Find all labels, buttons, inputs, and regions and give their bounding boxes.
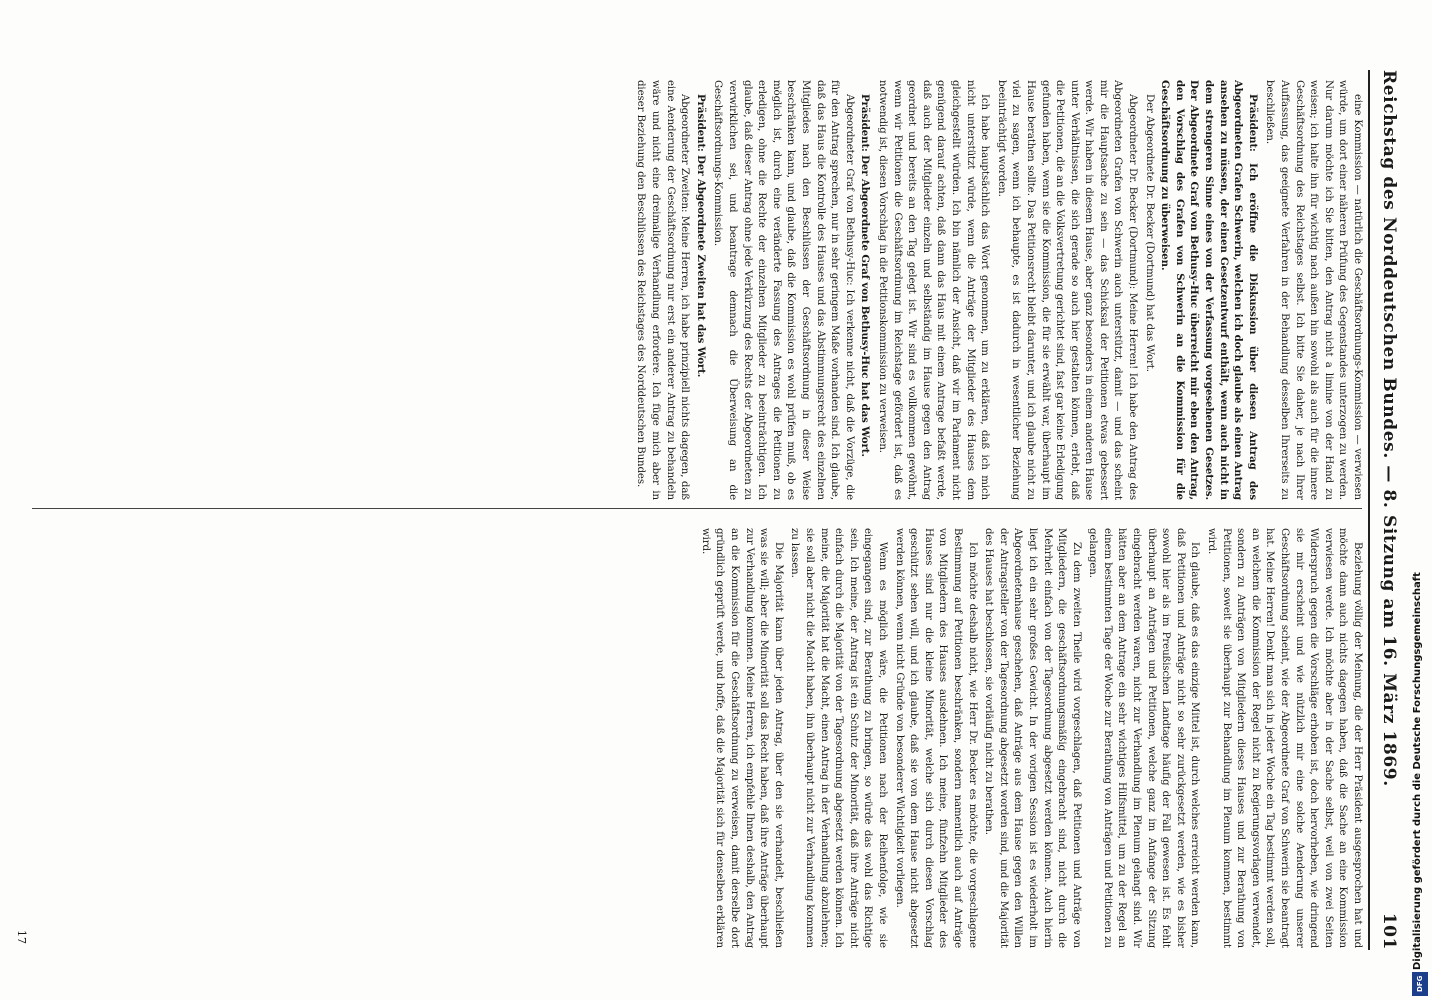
paragraph: Ich möchte deshalb nicht, wie Herr Dr. Becker es möchte, die vorgeschlagene Bestimmung auf Petitionen beschränken, sondern namentlich auch auf Anträge von Mitgliedern des Hauses ausdehnen. Ich meine, fünfzehn Mitglieder des Hauses sind nur die kleine Minorität, welche sich durch diesen Vorschlag geschützt sehen will, und ich glaube, daß sie von dem Hause nicht abgesetzt werden können, wenn nicht Gründe von besonderer Wichtigkeit vorliegen.	[893, 528, 978, 948]
paragraph: Abgeordneter Graf von Bethusy-Huc: Ich verkenne nicht, daß die Vorzüge, die für den Antrag sprechen, nur in sehr geringem Maße vorhanden sind. Ich glaube, daß das Haus die Kontrolle des Hauses und das Abstimmungsrecht des einzelnen Mitgliedes nach den Beschlüssen der Geschäftsordnung in dieser Weise beschränken kann, und glaube, daß die Kommission es wohl prüfen muß, ob es möglich ist, durch eine veränderte Fassung des Antrages die Petitionen zu erledigen, ohne die Rechte der einzelnen Mitglieder zu beeinträchtigen. Ich glaube, daß dieser Antrag ohne jede Verkürzung des Rechts der Abgeordneten zu verwirklichen sei, und beantrage demnach die Überweisung an die Geschäftsordnungs-Kommission.	[712, 80, 855, 500]
paragraph: Beziehung völlig der Meinung, die der Herr Präsident ausgesprochen hat und möchte dann auch nichts dagegen haben, daß die Sache an eine Kommission verwiesen werde. Ich möchte aber in der Sache selbst, weil von zwei Seiten Widerspruch gegen die Vorschläge erhoben ist, doch hervorheben, wie dringend sie mir erscheint und wie nützlich mir eine solche Aenderung unserer Geschäftsordnung scheint, wie der Abgeordnete Graf von Schwerin sie beantragt hat. Meine Herren! Denkt man sich in jeder Woche ein Tag bestimmt werden soll, an welchem die Kommission der Regel nicht zu Regierungsvorlagen verwendet, sondern zu Anträgen von Mitgliedern dieses Hauses und zur Berathung von Petitionen, soweit sie überhaupt zur Behandlung im Plenum kommen, bestimmt wird.	[1206, 528, 1363, 948]
paragraph: Präsident: Ich eröffne die Diskussion über diesen Antrag des Abgeordneten Grafen Schwerin, welchen ich doch glaube als einen Antrag ansehen zu müssen, der einen Gesetzentwurf enthält, wenn auch nicht in dem strengeren Sinne eines von der Verfassung vorgesehenen Gesetzes. Der Abgeordnete Graf von Bethusy-Huc überreicht mir eben den Antrag, den Vorschlag des Grafen von Schwerin an die Kommission für die Geschäftsordnung zu überweisen.	[1159, 80, 1259, 500]
paragraph: Die Majorität kann über jeden Antrag, über den sie verhandelt, beschließen was sie will; aber die Minorität soll das Recht haben, daß ihre Anträge überhaupt zur Verhandlung kommen. Meine Herren, ich empfehle Ihnen deshalb, den Antrag an die Kommission für die Geschäftsordnung zu verweisen, damit derselbe dort gründlich geprüft werde, und hoffe, daß die Majorität sich für denselben erklären wird.	[699, 528, 784, 948]
paragraph: Wenn es möglich wäre, die Petitionen nach der Reihenfolge, wie sie eingegangen sind, zur Berathung zu bringen, so würde das wohl das Richtige sein. Ich meine, der Antrag ist ein Schutz der Minorität, daß ihre Anträge nicht einfach durch die Majorität von der Tagesordnung abgesetzt werden können. Ich meine, die Majorität hat die Macht, einen Antrag in der Verhandlung abzulehnen; sie soll aber nicht die Macht haben, ihn überhaupt nicht zur Verhandlung kommen zu lassen.	[789, 528, 888, 948]
paragraph: Präsident: Der Abgeordnete Graf von Bethusy-Huc hat das Wort.	[859, 94, 872, 457]
sheet-number: 17	[15, 930, 28, 944]
paragraph: eine Kommission — natürlich die Geschäftsordnungs-Kommission — verwiesen würde, um dort einer näheren Prüfung des Gegenstandes unterzogen zu werden. Nur darum möchte ich Sie bitten, den Antrag nicht a limine von der Hand zu weisen; ich halte ihn für wichtig nach außen hin sowohl als auch für die innere Geschäftsordnung des Reichstages selbst. Ich bitte Sie daher, je nach Ihrer Auffassung, das geeignete Verfahren in der Behandlung desselben Ihrerseits zu beschließen.	[1264, 80, 1363, 500]
paragraph: Zu dem zweiten Theile wird vorgeschlagen, daß Petitionen und Anträge von Mitgliedern, die geschäftsordnungsmäßig eingebracht sind, nicht durch die Mehrheit einfach von der Tagesordnung abgesetzt werden können. Auch hierin liegt ich ein sehr großes Gewicht. In der vorigen Session ist es wiederholt im Abgeordnetenhause geschehen, daß Anträge aus dem Hause gegen den Willen der Antragsteller von der Tagesordnung abgesetzt worden sind, und die Majorität des Hauses hat beschlossen, sie vorläufig nicht zu berathen.	[983, 528, 1082, 948]
dfg-logo-icon	[1412, 972, 1428, 996]
page-number: 101	[1379, 912, 1399, 950]
paragraph: Ich habe hauptsächlich das Wort genommen, um zu erklären, daß ich mich nicht unterstützt würde, wenn die Anträge der Mitglieder des Hauses dem gleichgestellt würden. Ich bin nämlich der Ansicht, daß wir im Parlament nicht genügend darauf achten, daß dann das Haus mit einem Antrage befaßt werde, daß auch der Mitglieder einzeln und selbständig im Hause gegen den Antrag geordnet und bereits an den Tag gelegt ist. Wir sind es vollkommen gewöhnt, wenn wir Petitionen die Geschäftsordnung im Reichstage gefördert ist, daß es notwendig ist, diesen Vorschlag in die Petitionskommission zu verweisen.	[877, 80, 991, 500]
paragraph: Präsident: Der Abgeordnete Zweiten hat das Wort.	[694, 94, 707, 378]
header-rule	[1368, 70, 1370, 950]
paragraph: Ich glaube, daß es das einzige Mittel ist, durch welches erreicht werden kann, daß Petitionen und Anträge nicht so sehr zurückgesetzt werden, wie es bisher sowohl hier als im Preußischen Landtage häufig der Fall gewesen ist. Es fehlt überhaupt an Anträgen und Petitionen, welche ganz im Anfange der Sitzung eingebracht werden waren, nicht zur Verhandlung im Plenum gelangt sind. Wir hätten aber an dem Antrage ein sehr wichtiges Hilfsmittel, um zu der Regel an einem bestimmten Tage der Woche zur Berathung von Anträgen und Petitionen zu gelangen.	[1087, 528, 1201, 948]
right-column	[24, 528, 1364, 948]
page-header	[1374, 70, 1404, 950]
column-divider	[32, 508, 1362, 509]
left-column	[24, 80, 1364, 500]
digitization-note: Digitalisierung gefördert durch die Deutsche Forschungsgemeinschaft	[1412, 572, 1423, 970]
paragraph: Abgeordneter Zweiten: Meine Herren, ich habe prinzipiell nichts dagegen, daß eine Aenderung der Geschäftsordnung nur erst ein anderer Antrag zu behandeln wäre und nicht eine dreimalige Verhandlung erfordere. Ich füge mich aber in dieser Beziehung den Beschlüssen des Reichstages des Norddeutschen Bundes.	[635, 80, 691, 500]
dfg-logo-label: DFG	[1416, 975, 1424, 993]
paragraph: Abgeordneter Dr. Becker (Dortmund): Meine Herren! Ich habe den Antrag des Abgeordneten Grafen von Schwerin auch unterstützt, damit — und das scheint mir die Hauptsache zu sein — das Schicksal der Petitionen etwas gebessert werde. Wir haben in diesem Hause, aber ganz besonders in einem anderen Hause unter Verhältnissen, die sich gerade so auch hier gestalten können, erlebt, daß die Petitionen, die an die Volksvertretung gerichtet sind, fast gar keine Erledigung gefunden haben, wenn sie die Kommission, die für sie erwählt war, überhaupt im Hause berathen sollte. Das Petitionsrecht bleibt darunter, und ich glaube nicht zu viel zu sagen, wenn ich behaupte, es ist dadurch in wesentlicher Beziehung beeinträchtigt worden.	[995, 80, 1139, 500]
paragraph: Der Abgeordnete Dr. Becker (Dortmund) hat das Wort.	[1143, 94, 1155, 372]
header-title: Reichstag des Norddeutschen Bundes. — 8. Sitzung am 16. März 1869.	[1379, 70, 1399, 787]
